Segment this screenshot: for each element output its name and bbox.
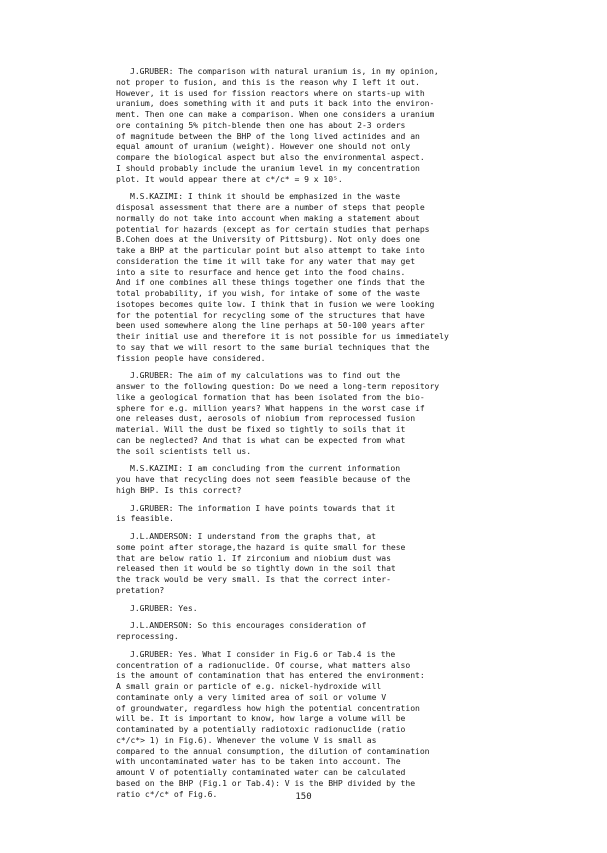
text-line: is feasible. (116, 513, 174, 524)
text-line: some point after storage,the hazard is quite small for these (116, 541, 406, 552)
text-line: will be. It is important to know, how large a volume will be (116, 713, 406, 724)
text-line: potential for hazards (except as for certain studies that perhaps (116, 223, 430, 234)
document-body (116, 66, 501, 806)
text-line: pretation? (116, 584, 165, 595)
text-line: not proper to fusion, and this is the reason why I left it out. (116, 76, 420, 87)
paragraph-anderson-2 (116, 620, 501, 642)
text-line: contaminate only a very limited area of soil or volume V (116, 691, 387, 702)
paragraph-gruber-1 (116, 66, 501, 184)
text-line: the soil scientists tell us. (116, 445, 252, 456)
text-line: compared to the annual consumption, the dilution of contamination (116, 745, 430, 756)
text-line: high BHP. Is this correct? (116, 484, 242, 495)
text-line: with uncontaminated water has to be taken into account. The (116, 756, 401, 767)
text-line: concentration of a radionuclide. Of course, what matters also (116, 659, 411, 670)
text-line: based on the BHP (Fig.1 or Tab.4): V is the BHP divided by the (116, 777, 416, 788)
text-line: M.S.KAZIMI: I am concluding from the current information (130, 463, 401, 474)
text-line: of groundwater, regardless how high the potential concentration (116, 702, 420, 713)
text-line: amount V of potentially contaminated water can be calculated (116, 767, 406, 777)
text-line: to say that we will resort to the same burial techniques that the (116, 341, 430, 352)
text-line: for the potential for recycling some of the structures that have (116, 309, 425, 320)
text-line: isotopes becomes quite low. I think that in fusion we were looking (116, 298, 435, 309)
text-line: of magnitude between the BHP of the long lived actinides and an (116, 130, 420, 141)
text-line: is the amount of contamination that has entered the environment: (116, 670, 425, 681)
text-line: released then it would be so tightly down in the soil that (116, 563, 396, 574)
text-line: been used somewhere along the line perhaps at 50-100 years after (116, 320, 425, 331)
text-line: J.L.ANDERSON: I understand from the graphs that, at (130, 531, 376, 541)
text-line: into a site to resurface and hence get into the food chains. (116, 266, 406, 277)
text-line: material. Will the dust be fixed so tightly to soils that it (116, 424, 406, 434)
text-line: answer to the following question: Do we need a long-term repository (116, 381, 440, 391)
text-line: B.Cohen does at the University of Pittsburg). Not only does one (116, 234, 420, 245)
text-line: A small grain or particle of e.g. nickel-hydroxide will (116, 681, 382, 691)
text-line: sphere for e.g. million years? What happens in the worst case if (116, 402, 425, 413)
text-line: normally do not take into account when making a statement about (116, 212, 420, 223)
text-line: uranium, does something with it and puts it back into the environ- (116, 98, 435, 109)
text-line: like a geological formation that has been isolated from the bio- (116, 391, 425, 402)
text-line: compare the biological aspect but also the environmental aspect. (116, 152, 425, 162)
text-line: the track would be very small. Is that the correct inter- (116, 574, 391, 584)
text-line: fission people have considered. (116, 352, 266, 363)
text-line: take a BHP at the particular point but also attempt to take into (116, 245, 425, 255)
text-line: their initial use and therefore it is not possible for us immediately (116, 331, 449, 341)
paragraph-anderson-1 (116, 531, 501, 596)
paragraph-gruber-4 (116, 603, 501, 614)
text-line: plot. It would appear there at c*/c* = 9 x 10⁵. (116, 173, 343, 184)
text-line: ratio c*/c* of Fig.6. (116, 788, 218, 799)
text-line: that are below ratio 1. If zirconium and niobium dust was (116, 552, 391, 563)
text-line: one releases dust, aerosols of niobium from reprocessed fusion (116, 413, 416, 424)
text-line: c*/c*> 1) in Fig.6). Whenever the volume V is small as (116, 734, 377, 745)
paragraph-gruber-5 (116, 649, 501, 800)
text-line: disposal assessment that there are a number of steps that people (116, 202, 425, 212)
text-line: However, it is used for fission reactors where on starts-up with (116, 87, 425, 98)
text-line: J.GRUBER: The aim of my calculations was to find out the (130, 370, 401, 381)
text-line: J.GRUBER: Yes. (130, 602, 198, 613)
text-line: J.GRUBER: The comparison with natural uranium is, in my opinion, (130, 66, 439, 76)
text-line: contaminated by a potentially radiotoxic radionuclide (ratio (116, 724, 406, 734)
text-line: I should probably include the uranium level in my concentration (116, 162, 420, 173)
text-line: equal amount of uranium (weight). However one should not only (116, 141, 411, 152)
text-line: ment. Then one can make a comparison. When one considers a uranium (116, 109, 435, 119)
text-line: total probability, if you wish, for intake of some of the waste (116, 288, 420, 298)
text-line: consideration the time it will take for any water that may get (116, 255, 416, 266)
text-line: J.GRUBER: The information I have points towards that it (130, 502, 396, 513)
text-line: ore containing 5% pitch-blende then one has about 2-3 orders (116, 119, 406, 130)
text-line: can be neglected? And that is what can be expected from what (116, 434, 406, 445)
text-line: reprocessing. (116, 631, 179, 641)
paragraph-kazimi-2 (116, 463, 501, 495)
page-number: 150 (295, 792, 312, 802)
text-line: M.S.KAZIMI: I think it should be emphasized in the waste (130, 191, 401, 202)
text-line: J.GRUBER: Yes. What I consider in Fig.6 or Tab.4 is the (130, 648, 396, 659)
text-line: And if one combines all these things together one finds that the (116, 277, 425, 288)
text-line: J.L.ANDERSON: So this encourages consideration of (130, 620, 367, 631)
text-line: you have that recycling does not seem feasible because of the (116, 474, 411, 484)
paragraph-gruber-3 (116, 503, 501, 525)
paragraph-gruber-2 (116, 370, 501, 456)
paragraph-kazimi-1 (116, 191, 501, 363)
